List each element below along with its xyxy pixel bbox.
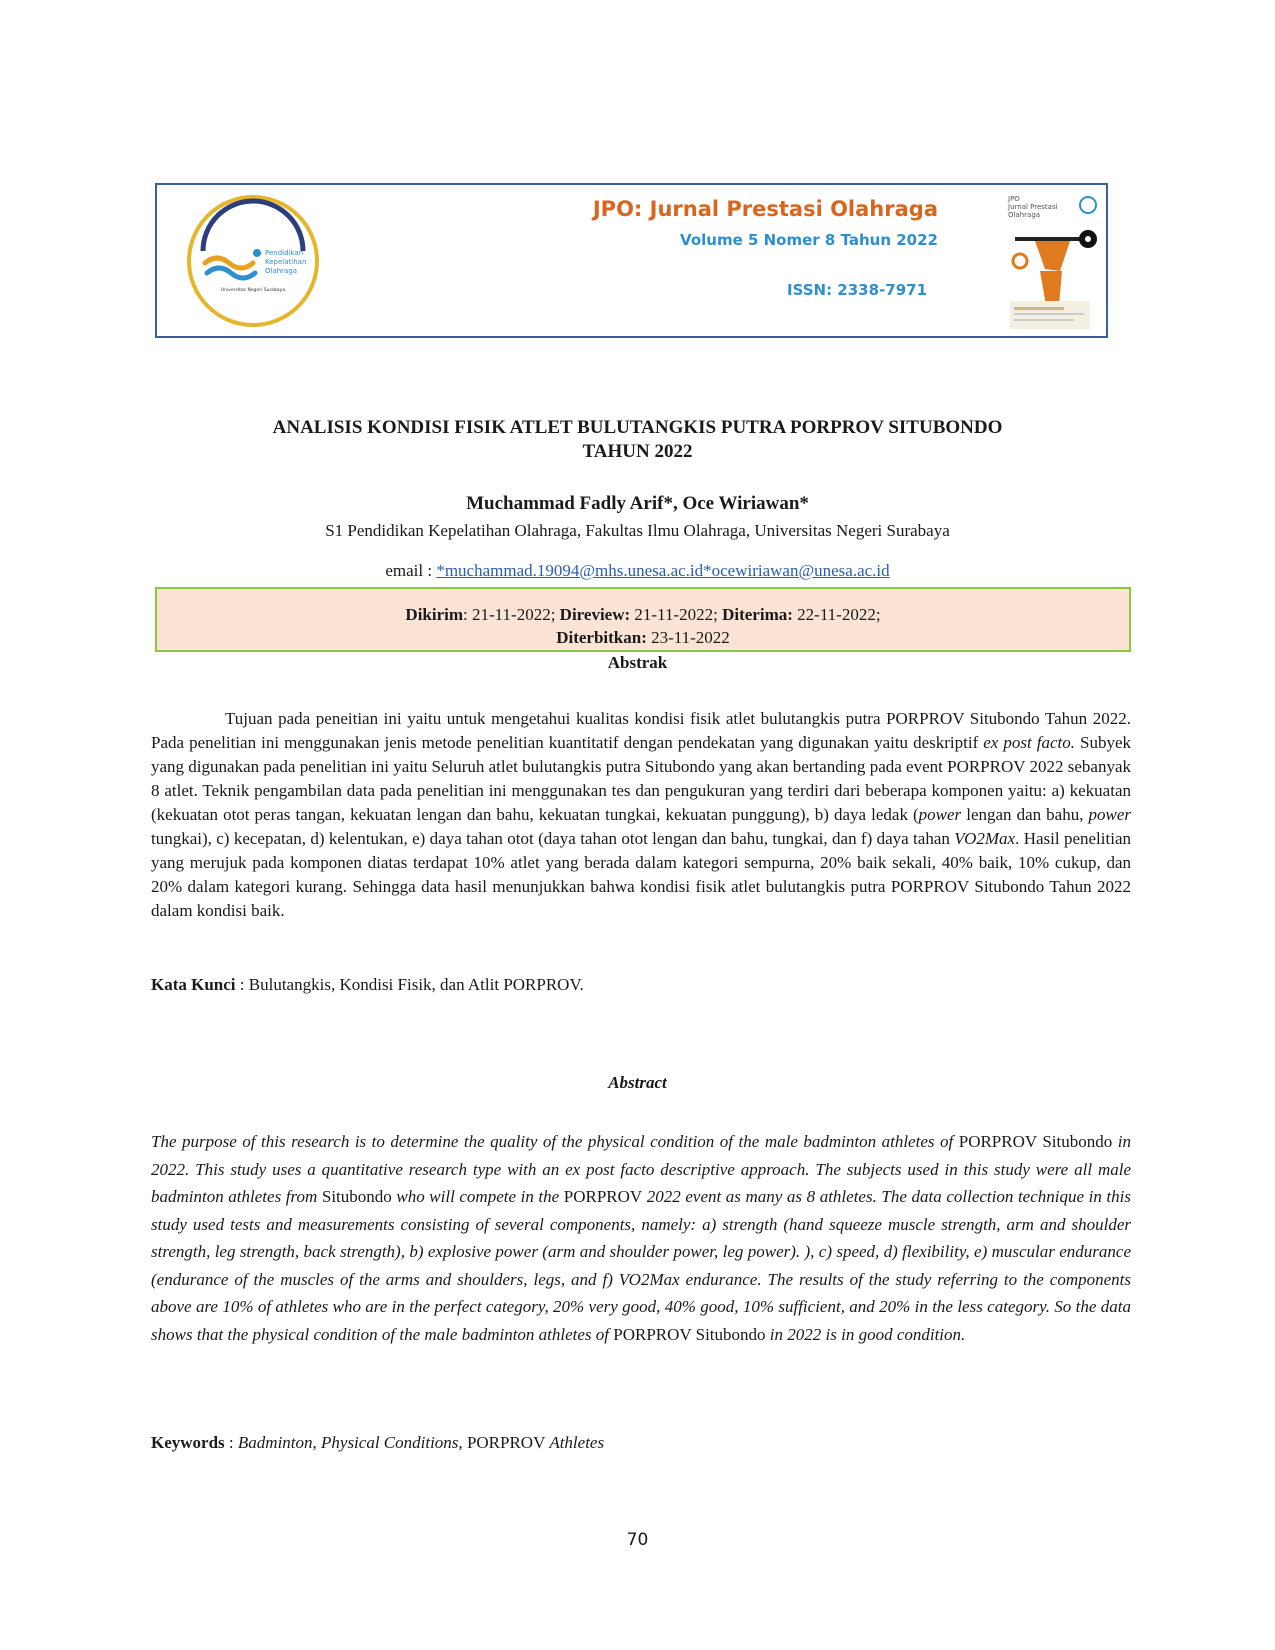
abstrak-italic-3: power (1088, 805, 1132, 824)
page-number: 70 (626, 1530, 649, 1550)
email-line (160, 561, 1115, 581)
diterbitkan-value: 23-11-2022 (646, 628, 730, 647)
journal-logo (185, 193, 321, 329)
abstrak-text-4: tungkai), c) kecepatan, d) kelentukan, e) daya tahan otot (daya tahan otot lengan dan bahu, tungkai, dan f) daya tahan (151, 829, 955, 848)
abstrak-paragraph (151, 707, 1131, 923)
keywords-sep: : (224, 1433, 238, 1452)
journal-header (155, 183, 1108, 338)
email-label: email : (385, 561, 437, 580)
journal-volume: Volume 5 Nomer 8 Tahun 2022 (680, 231, 938, 249)
logo-university: Universitas Negeri Surabaya (220, 288, 286, 293)
abstract-text-4: 2022 event as many as 8 athletes. The data collection technique in this study used tests and measurements consisting of several components, namely: a) strength (hand squeeze muscle strength, arm and shoulder strength, leg strength, back strength), b) explosive power (arm and shoulder power, leg power). ), c) speed, d) flexibility, e) muscular endurance (endurance of the muscles of the arms and shoulders, legs, and f) VO2Max endurance. The results of the study referring to the components above are 10% of athletes who are in the perfect category, 20% very good, 40% good, 10% sufficient, and 20% in the less category. So the data shows that the physical condition of the male badminton athletes of (151, 1187, 1131, 1344)
abstract-paragraph (151, 1128, 1131, 1348)
diterima-value: 22-11-2022; (792, 605, 881, 624)
keywords (151, 1433, 604, 1453)
abstrak-text-1: Tujuan pada peneitian ini yaitu untuk mengetahui kualitas kondisi fisik atlet bulutangkis putra PORPROV Situbondo Tahun 2022. Pada penelitian ini menggunakan jenis metode penelitian kuantitatif dengan pendekatan yang digunakan yaitu deskriptif (151, 709, 1131, 752)
diterbitkan-label: Diterbitkan: (556, 628, 647, 647)
dates-line-2 (157, 626, 1129, 649)
cover-text-1: JPO (1008, 195, 1020, 203)
paper-title (160, 416, 1115, 464)
affiliation: S1 Pendidikan Kepelatihan Olahraga, Fakultas Ilmu Olahraga, Universitas Negeri Surabaya (325, 521, 950, 540)
logo-text-1: Pendidikan (265, 249, 304, 257)
direview-label: Direview: (559, 605, 631, 624)
abstrak-heading: Abstrak (607, 653, 668, 672)
abstract-text-2: in 2022. This study uses a quantitative research type with an ex post facto descriptive approach. The subjects used in this study were all male badminton athletes from (151, 1132, 1131, 1206)
abstract-heading: Abstract (608, 1073, 667, 1092)
journal-cover-image (1000, 189, 1100, 332)
dikirim-value: : 21-11-2022; (463, 605, 560, 624)
abstract-upright-3: PORPROV (563, 1187, 643, 1206)
abstract-text-3: who will compete in the (391, 1187, 564, 1206)
abstract-text-1: The purpose of this research is to determine the quality of the physical condition of the male badminton athletes of (151, 1132, 959, 1151)
keywords-label: Keywords (151, 1433, 225, 1452)
logo-text-2: Kepelatihan (265, 258, 307, 266)
cover-text-2: Jurnal Prestasi (1008, 203, 1058, 211)
logo-text-3: Olahraga (265, 267, 298, 275)
keywords-italic: Badminton, Physical Conditions, (237, 1433, 463, 1452)
direview-value: 21-11-2022; (630, 605, 723, 624)
abstrak-italic-4: VO2Max (954, 829, 1016, 848)
journal-title: JPO: Jurnal Prestasi Olahraga (592, 197, 938, 221)
abstract-upright-2: Situbondo (321, 1187, 392, 1206)
paper-title-line-2: TAHUN 2022 (582, 441, 693, 462)
dikirim-label: Dikirim (405, 605, 464, 624)
abstract-upright-4: PORPROV Situbondo (613, 1324, 766, 1344)
abstrak-italic-2: power (918, 805, 962, 824)
abstrak-text-5: . Hasil penelitian yang merujuk pada komponen diatas terdapat 10% atlet yang berada dalam kategori sempurna, 20% baik sekali, 40% baik, 10% cukup, dan 20% dalam kategori kurang. Sehingga data hasil menunjukkan bahwa kondisi fisik atlet bulutangkis putra PORPROV Situbondo Tahun 2022 dalam kondisi baik. (151, 829, 1131, 920)
submission-dates-box (155, 587, 1131, 652)
journal-issn: ISSN: 2338-7971 (787, 281, 928, 299)
abstrak-italic-1: ex post facto. (983, 733, 1075, 752)
authors: Muchammad Fadly Arif*, Oce Wiriawan* (466, 493, 809, 514)
dates-line-1 (157, 603, 1129, 626)
paper-title-line-1: ANALISIS KONDISI FISIK ATLET BULUTANGKIS PUTRA PORPROV SITUBONDO (272, 417, 1003, 438)
abstrak-text-2: Subyek yang digunakan pada penelitian ini yaitu Seluruh atlet bulutangkis putra Situbondo yang akan bertanding pada event PORPROV 2022 sebanyak 8 atlet. Teknik pengambilan data pada penelitian ini menggunakan tes dan pengukuran yang terdiri dari beberapa komponen yaitu: a) kekuatan (kekuatan otot peras tangan, kekuatan lengan dan bahu, kekuatan tungkai, kekuatan punggung), b) daya ledak ( (151, 733, 1132, 824)
keywords-italic-2: Athletes (549, 1433, 605, 1452)
abstrak-text-3: lengan dan bahu, (961, 805, 1089, 824)
kata-kunci-label: Kata Kunci (151, 975, 236, 994)
keywords-upright: PORPROV (462, 1433, 550, 1452)
cover-text-3: Olahraga (1008, 211, 1041, 219)
kata-kunci (151, 975, 584, 995)
abstract-text-5: in 2022 is in good condition. (765, 1324, 966, 1344)
kata-kunci-value: : Bulutangkis, Kondisi Fisik, dan Atlit PORPROV. (235, 975, 584, 994)
email-link[interactable]: *muchammad.19094@mhs.unesa.ac.id*ocewiriawan@unesa.ac.id (436, 561, 890, 580)
diterima-label: Diterima: (722, 605, 793, 624)
abstract-upright-1: PORPROV Situbondo (958, 1132, 1113, 1151)
